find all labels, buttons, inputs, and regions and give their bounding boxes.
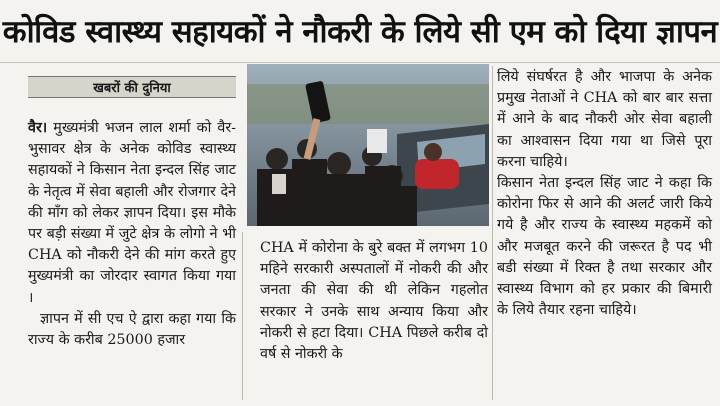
dateline: वैर। — [28, 120, 48, 136]
article-column-3 — [497, 67, 712, 321]
article-paragraph: लिये संघर्षरत है और भाजपा के अनेक प्रमुख नेताओं ने CHA को बार बार सत्ता में आने के बाद नौकरी ओर सेवा बहाली का आश्वासन दिया गया था जिसे पूरा करना चाहिये। — [497, 69, 712, 170]
news-photo — [247, 64, 489, 226]
byline-label: खबरों की दुनिया — [28, 76, 236, 98]
article-column-1 — [28, 118, 236, 351]
article-paragraph: CHA में कोरोना के बुरे बक्त में लगभग 10 महिने सरकारी अस्पतालों में नोकरी की और जनता की सेवा की थी लेकिन गहलोत सरकार ने उनके साथ अन्याय किया और नोकरी से हटा दिया। CHA पिछले करीब दो वर्ष से नोकरी के — [260, 240, 488, 363]
article-paragraph — [28, 118, 236, 309]
article-paragraph: किसान नेता इन्दल सिंह जाट ने कहा कि कोरोना फिर से आने की अलर्ट जारी किये गये है और राज्य के स्वास्थ्य महकमें को और मजबूत करने की जरूरत है पद भी बडी संख्या में रिक्त है तथा सरकार और स्वास्थ्य विभाग को हर प्रकार की बिमारी के लिये तैयार रहना चाहिये। — [497, 175, 712, 319]
headline: कोविड स्वास्थ्य सहायकों ने नौकरी के लिये सी एम को दिया ज्ञापन — [0, 0, 720, 63]
article-column-2 — [260, 238, 488, 365]
article-paragraph: ज्ञापन में सी एच ऐ द्वारा कहा गया कि राज्य के करीब 25000 हजार — [28, 310, 236, 349]
column-divider-right — [492, 66, 493, 400]
article-text: मुख्यमंत्री भजन लाल शर्मा को वैर-भुसावर क्षेत्र के अनेक कोविड स्वास्थ्य सहायकों ने किसान नेता इन्दल सिंह जाट के नेतृत्व में सेवा बहाली और रोजगार देने की माँग को लेकर ज्ञापन दिया। इस मौके पर बड़ी संख्या में जुटे क्षेत्र के लोगो ने भी CHA को नौकरी देने की मांग करते हुए मुख्यमंत्री का जोरदार स्वागत किया गया । — [28, 120, 236, 306]
column-divider-left — [242, 232, 243, 400]
